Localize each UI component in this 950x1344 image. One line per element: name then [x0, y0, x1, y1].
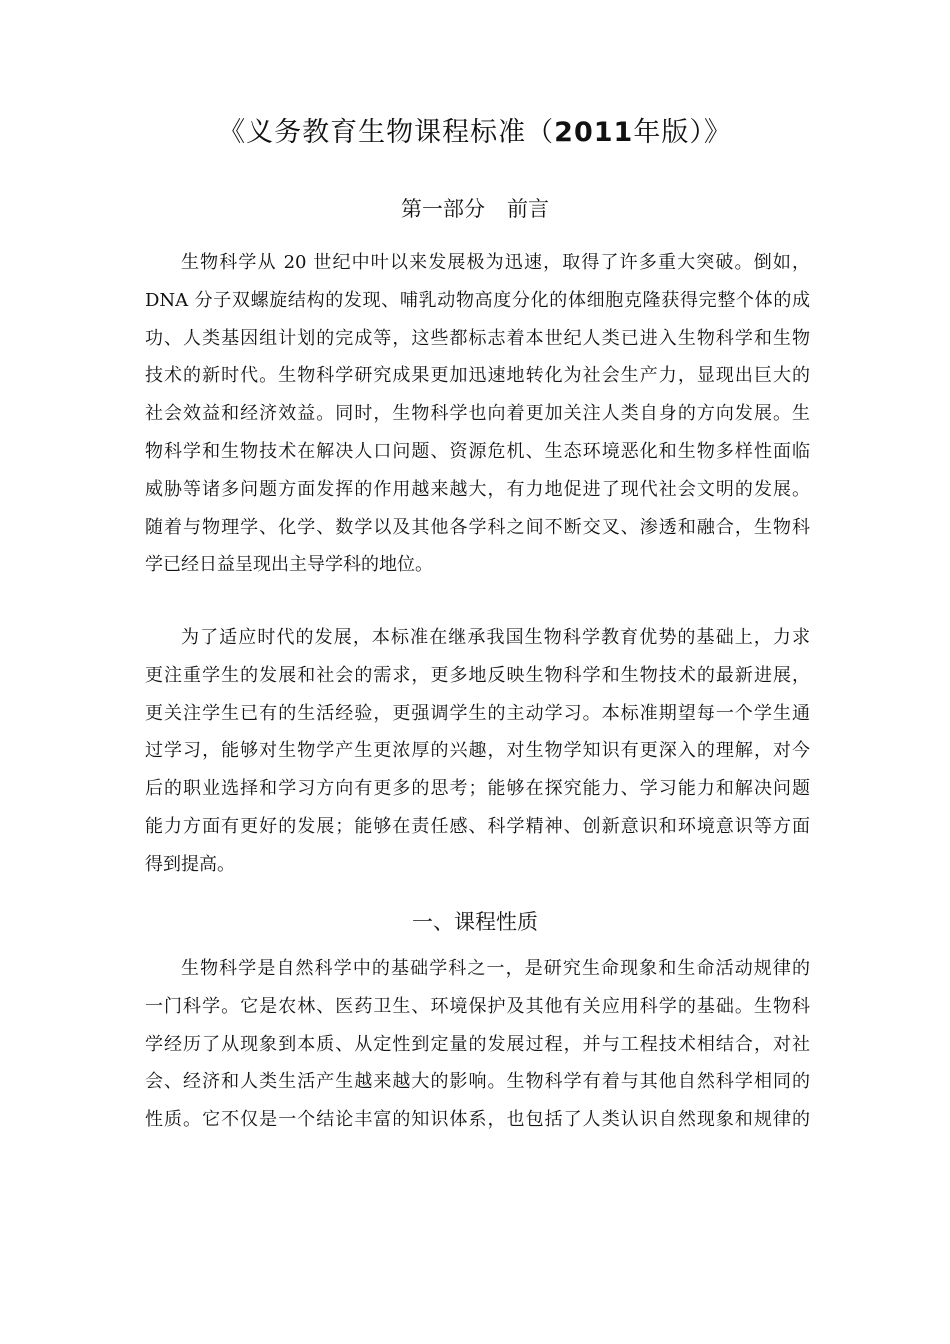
paragraph-line: 物科学和生物技术在解决人口问题、资源危机、生态环境恶化和生物多样性面临 [145, 440, 810, 462]
section-heading: 一、课程性质 [412, 910, 538, 934]
paragraph-line: 过学习，能够对生物学产生更浓厚的兴趣，对生物学知识有更深入的理解，对今 [145, 740, 810, 762]
title-prefix: 《义务教育生物课程标准（ [218, 117, 555, 148]
paragraph-line: 能力方面有更好的发展；能够在责任感、科学精神、创新意识和环境意识等方面 [145, 815, 810, 837]
paragraph-line: 会、经济和人类生活产生越来越大的影响。生物科学有着与其他自然科学相同的 [145, 1071, 810, 1093]
title-year: 2011 [554, 117, 634, 148]
preface-paragraph-2 [145, 619, 810, 884]
title-suffix: 年版）》 [633, 117, 732, 148]
paragraph-line: 学经历了从现象到本质、从定性到定量的发展过程，并与工程技术相结合，对社 [145, 1033, 810, 1055]
paragraph-line: 一门科学。它是农林、医药卫生、环境保护及其他有关应用科学的基础。生物科 [145, 995, 810, 1017]
paragraph-line: 威胁等诸多问题方面发挥的作用越来越大，有力地促进了现代社会文明的发展。 [145, 478, 810, 500]
paragraph-line: 生物科学是自然科学中的基础学科之一，是研究生命现象和生命活动规律的 [181, 958, 810, 979]
paragraph-line: 更关注学生已有的生活经验，更强调学生的主动学习。本标准期望每一个学生通 [145, 702, 810, 724]
paragraph-line: 更注重学生的发展和社会的需求，更多地反映生物科学和生物技术的最新进展， [145, 664, 810, 686]
paragraph-line: 为了适应时代的发展，本标准在继承我国生物科学教育优势的基础上，力求 [181, 627, 810, 648]
part-number: 第一部分 [401, 197, 485, 221]
paragraph-line: 随着与物理学、化学、数学以及其他各学科之间不断交叉、渗透和融合，生物科 [145, 516, 810, 538]
part-heading [0, 192, 950, 226]
paragraph-line: 技术的新时代。生物科学研究成果更加迅速地转化为社会生产力，显现出巨大的 [145, 365, 810, 387]
paragraph-line: DNA 分子双螺旋结构的发现、哺乳动物高度分化的体细胞克隆获得完整个体的成 [145, 289, 810, 311]
nature-paragraph-1 [145, 950, 810, 1139]
paragraph-line: 性质。它不仅是一个结论丰富的知识体系，也包括了人类认识自然现象和规律的 [145, 1109, 810, 1131]
paragraph-line: 社会效益和经济效益。同时，生物科学也向着更加关注人类自身的方向发展。生 [145, 403, 810, 425]
part-name: 前言 [507, 197, 549, 221]
paragraph-line: 学已经日益呈现出主导学科的地位。 [145, 554, 433, 576]
document-title [0, 113, 950, 153]
preface-paragraph-1 [145, 244, 810, 584]
paragraph-line: 得到提高。 [145, 853, 235, 875]
paragraph-line: 功、人类基因组计划的完成等，这些都标志着本世纪人类已进入生物科学和生物 [145, 327, 810, 349]
paragraph-line: 生物科学从 20 世纪中叶以来发展极为迅速，取得了许多重大突破。倒如， [181, 252, 810, 273]
paragraph-line: 后的职业选择和学习方向有更多的思考；能够在探究能力、学习能力和解决问题 [145, 778, 810, 800]
